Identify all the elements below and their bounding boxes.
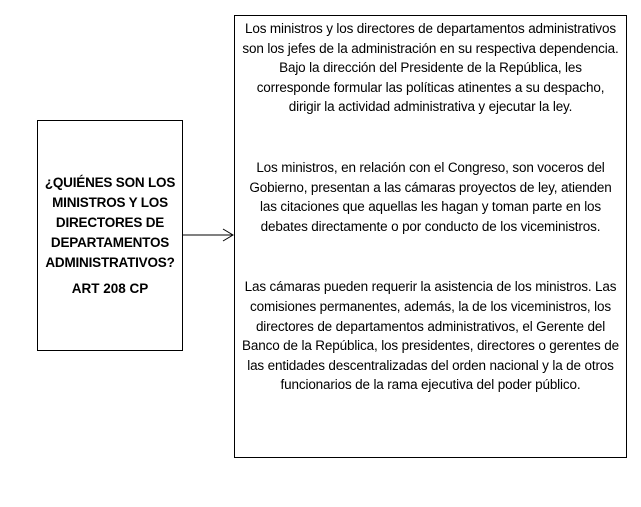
answer-paragraph-2: Los ministros, en relación con el Congreso, son voceros del Gobierno, presentan a las cámaras proyectos de ley, atienden las citaciones que aquellas les hagan y toman parte en los debates directamente o por conducto de los viceministros. (249, 159, 612, 234)
connector-arrow-icon (183, 227, 235, 243)
answer-box (234, 15, 627, 458)
question-box (37, 120, 183, 351)
article-reference: ART 208 CP (71, 280, 149, 296)
answer-paragraph-1: Los ministros y los directores de departamentos administrativos son los jefes de la administración en su respectiva dependencia. Bajo la dirección del Presidente de la República, les corresponde formular las políticas atinentes a su despacho, dirigir la actividad administrativa y ejecutar la ley. (242, 21, 619, 115)
answer-paragraph-3: Las cámaras pueden requerir la asistencia de los ministros. Las comisiones permanentes, además, la de los viceministros, los directores de departamentos administrativos, el Gerente del Banco de la República, los presidentes, directores o gerentes de las entidades descentralizadas del orden nacional y la de otros funcionarios de la rama ejecutiva del poder público. (242, 279, 619, 393)
question-text: ¿QUIÉNES SON LOS MINISTROS Y LOS DIRECTORES DE DEPARTAMENTOS ADMINISTRATIVOS? (44, 174, 176, 270)
